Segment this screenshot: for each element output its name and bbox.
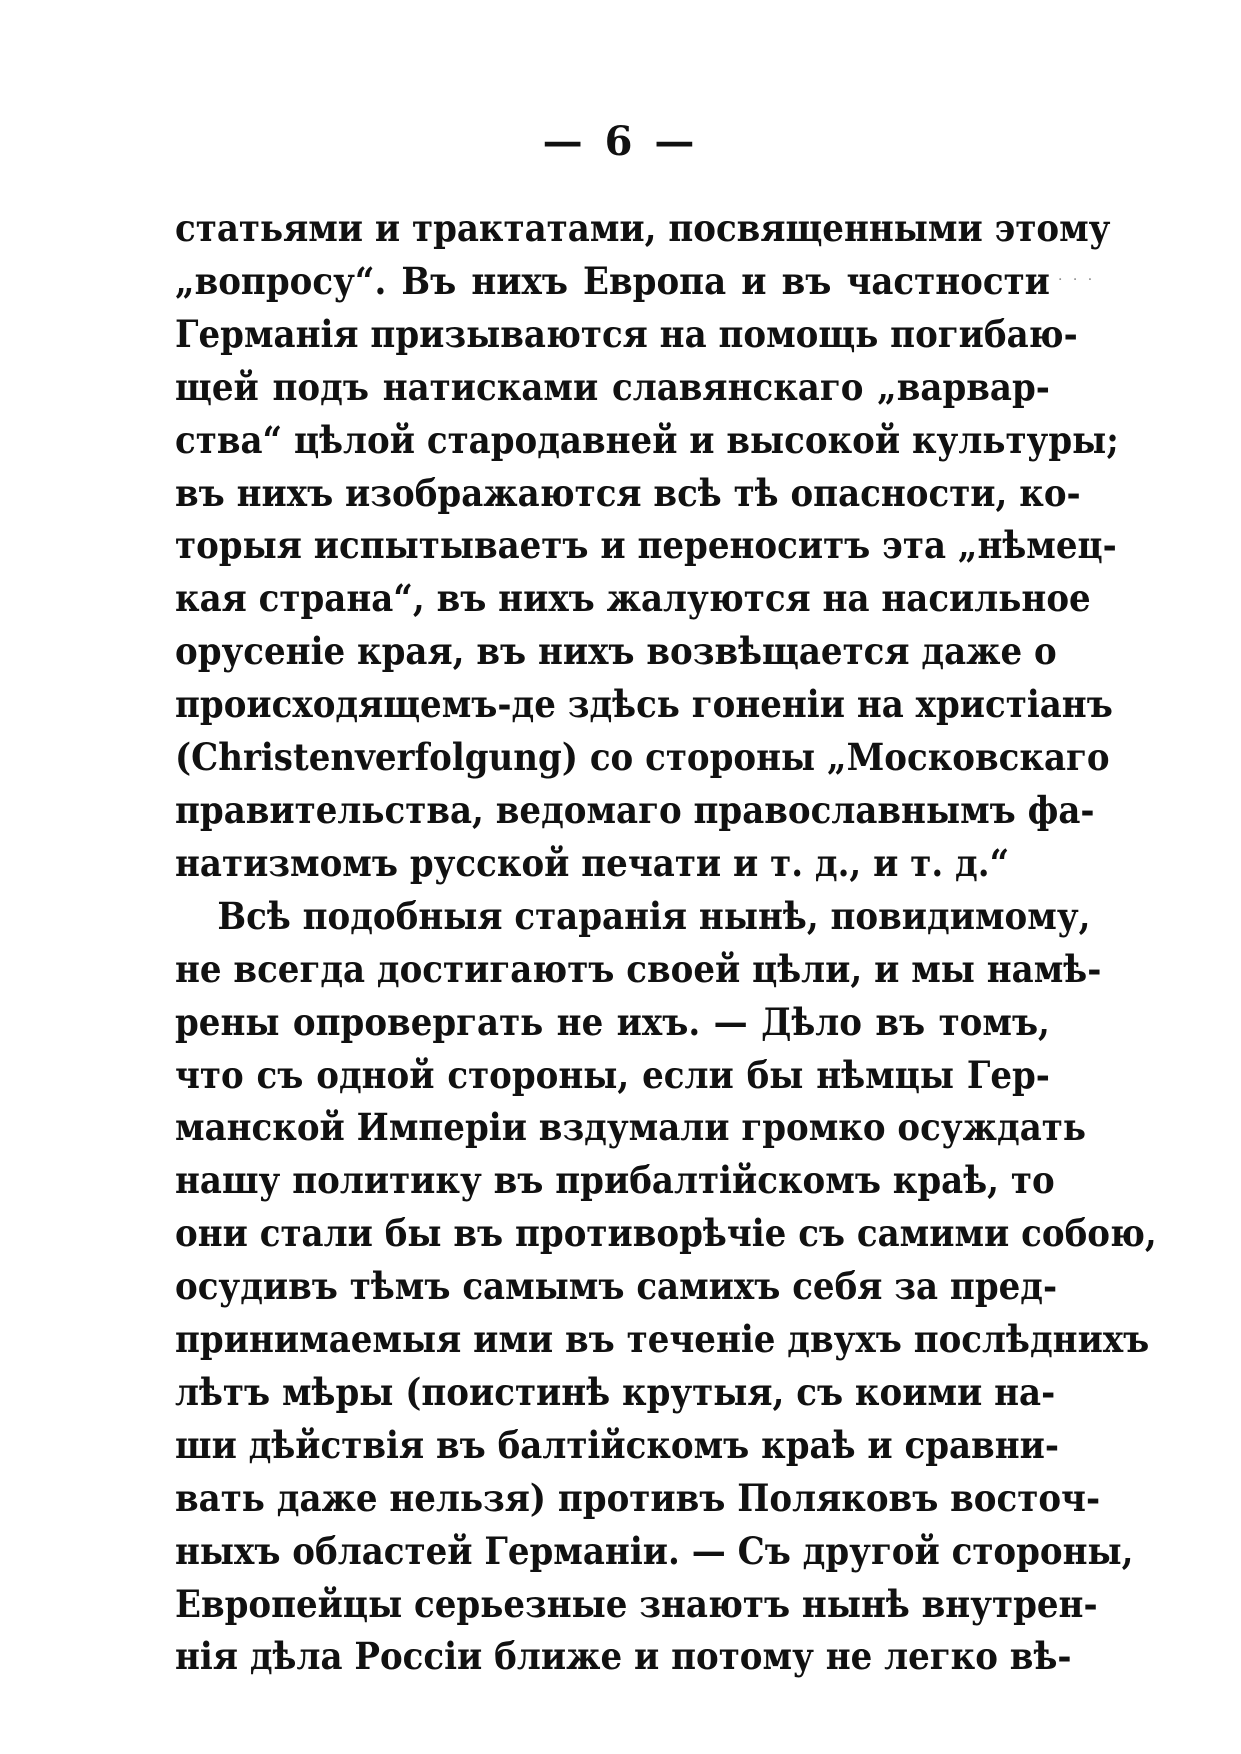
text-line: нашу политику въ прибалтійскомъ краѣ, то [175,1158,1055,1203]
text-line: ства“ цѣлой стародавней и высокой культуры; [175,417,1119,462]
text-line: принимаемыя ими въ теченіе двухъ послѣднихъ [175,1317,1150,1362]
text-line: манской Имперіи вздумали громко осуждать [175,1105,1086,1150]
text-line: Европейцы серьезные знаютъ нынѣ внутрен- [175,1581,1098,1626]
text-line: нія дѣла Россіи ближе и потому не легко вѣ- [175,1634,1072,1679]
text-line: орусеніе края, въ нихъ возвѣщается даже о [175,629,1057,674]
text-line: щей подъ натисками славянскаго „варвар- [175,364,1050,409]
text-line: въ нихъ изображаются всѣ тѣ опасности, ко- [175,470,1081,515]
text-line: статьями и трактатами, посвященными этому [175,206,1111,250]
text-line: что съ одной стороны, если бы нѣмцы Гер- [175,1052,1050,1097]
text-line: вать даже нельзя) противъ Поляковъ восточ- [175,1475,1101,1520]
text-line: Всѣ подобныя старанія нынѣ, повидимому, [217,893,1091,938]
text-line: правительства, ведомаго православнымъ фа- [175,787,1095,832]
text-line: торыя испытываетъ и переноситъ эта „нѣмец- [175,523,1117,568]
text-line: Германія призываются на помощь погибаю- [175,311,1078,356]
page-number: — 6 — [542,118,699,165]
text-line: (Christenverfolgung) со стороны „Московскаго [175,735,1110,780]
text-line: они стали бы въ противорѣчіе съ самими собою, [175,1211,1157,1256]
body-text [175,202,1157,1683]
text-line: ши дѣйствія въ балтійскомъ краѣ и сравни- [175,1422,1060,1467]
margin-marks: · · · [1058,272,1096,288]
text-line: натизмомъ русской печати и т. д., и т. д.“ [175,840,1010,885]
paragraph [175,202,1119,890]
text-line: не всегда достигаютъ своей цѣли, и мы намѣ- [175,946,1102,991]
text-line: ныхъ областей Германіи. — Съ другой стороны, [175,1528,1134,1573]
paragraph [175,890,1157,1684]
text-line: лѣтъ мѣры (поистинѣ крутыя, съ коими на- [175,1369,1056,1414]
text-line: происходящемъ-де здѣсь гоненіи на христіанъ [175,682,1113,727]
text-line: рены опровергать не ихъ. — Дѣло въ томъ, [175,999,1050,1044]
text-line: „вопросу“. Въ нихъ Европа и въ частности [175,258,1050,303]
text-line: осудивъ тѣмъ самымъ самихъ себя за пред- [175,1264,1058,1309]
text-line: кая страна“, въ нихъ жалуются на насильное [175,576,1091,621]
